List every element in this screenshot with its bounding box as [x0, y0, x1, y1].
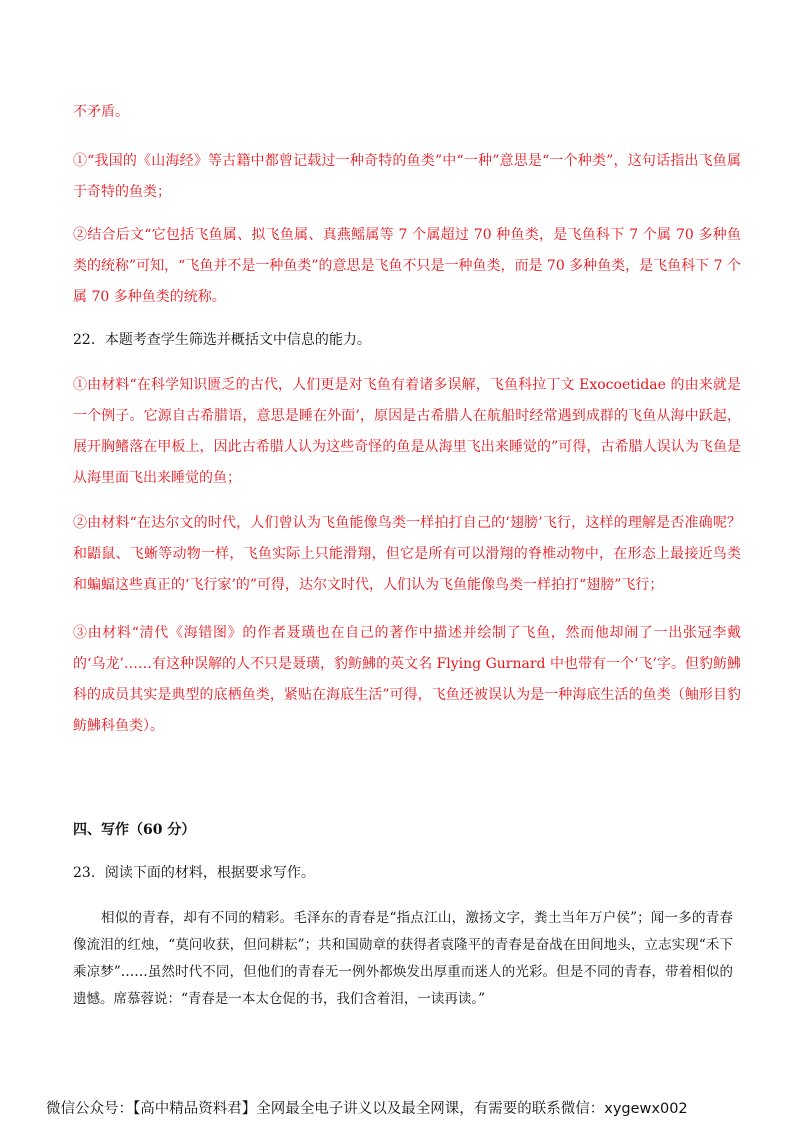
question-22-explanation: 22．本题考查学生筛选并概括文中信息的能力。: [73, 332, 371, 348]
writing-material-text: 相似的青春，却有不同的精彩。毛泽东的青春是“指点江山，激扬文字，粪土当年万户侯”；闻一多的青春像流泪的红烛，“莫问收获，但问耕耘”；共和国勋章的获得者袁隆平的青春是奋战在田间地头，立志实现“禾下乘凉梦”……虽然时代不同，但他们的青春无一例外都焕发出厚重而迷人的光彩。但是不同的青春，带着相似的遗憾。席慕蓉说：“青春是一本太仓促的书，我们含着泪，一读再读。”: [73, 910, 733, 1007]
answer-paragraph-1: 不矛盾。: [73, 104, 129, 120]
answer-paragraph-4: ①由材料“在科学知识匮乏的古代，人们更是对飞鱼有着诸多误解，飞鱼科拉丁文 Exocoetidae 的由来就是一个例子。它源自古希腊语，意思是睡在外面’，原因是古希腊人在航船时经常遇到成群的飞鱼从海中跃起，展开胸鳍落在甲板上，因此古希腊人认为这些奇怪的鱼是从海里飞出来睡觉的”可得，古希腊人误认为飞鱼是从海里面飞出来睡觉的鱼；: [73, 377, 741, 486]
footer-wechat-note: 微信公众号：【高中精品资料君】全网最全电子讲义以及最全网课，有需要的联系微信：xygewx002: [46, 1101, 688, 1117]
answer-paragraph-3: ②结合后文“它包括飞鱼属、拟飞鱼属、真燕鳐属等 7 个属超过 70 种鱼类，是飞鱼科下 7 个属 70 多种鱼类的统称”可知，“飞鱼并不是一种鱼类”的意思是飞鱼不只是一种鱼类，而是 70 多种鱼类，是飞鱼科下 7 个属 70 多种鱼类的统称。: [73, 227, 741, 305]
question-23-prompt: 23．阅读下面的材料，根据要求写作。: [73, 865, 315, 881]
answer-paragraph-2: ①“我国的《山海经》等古籍中都曾记载过一种奇特的鱼类”中“一种”意思是“一个种类”，这句话指出飞鱼属于奇特的鱼类；: [73, 153, 741, 200]
section-heading-writing: 四、写作（60 分）: [73, 822, 196, 838]
answer-paragraph-5: ②由材料“在达尔文的时代，人们曾认为飞鱼能像鸟类一样拍打自己的‘翅膀’飞行，这样的理解是否准确呢？和鼯鼠、飞蜥等动物一样，飞鱼实际上只能滑翔，但它是所有可以滑翔的脊椎动物中，在形态上最接近鸟类和蝙蝠这些真正的‘飞行家’的”可得，达尔文时代，人们认为飞鱼能像鸟类一样拍打“翅膀”飞行；: [73, 515, 741, 593]
answer-paragraph-6: ③由材料“清代《海错图》的作者聂璜也在自己的著作中描述并绘制了飞鱼，然而他却闹了一出张冠李戴的‘乌龙’……有这种误解的人不只是聂璜，豹鲂鮄的英文名 Flying Gurnard 中也带有一个‘飞’字。但豹鲂鮄科的成员其实是典型的底栖鱼类，紧贴在海底生活”可得，飞鱼还被误认为是一种海底生活的鱼类（鲉形目豹鲂鮄科鱼类）。: [73, 625, 741, 734]
